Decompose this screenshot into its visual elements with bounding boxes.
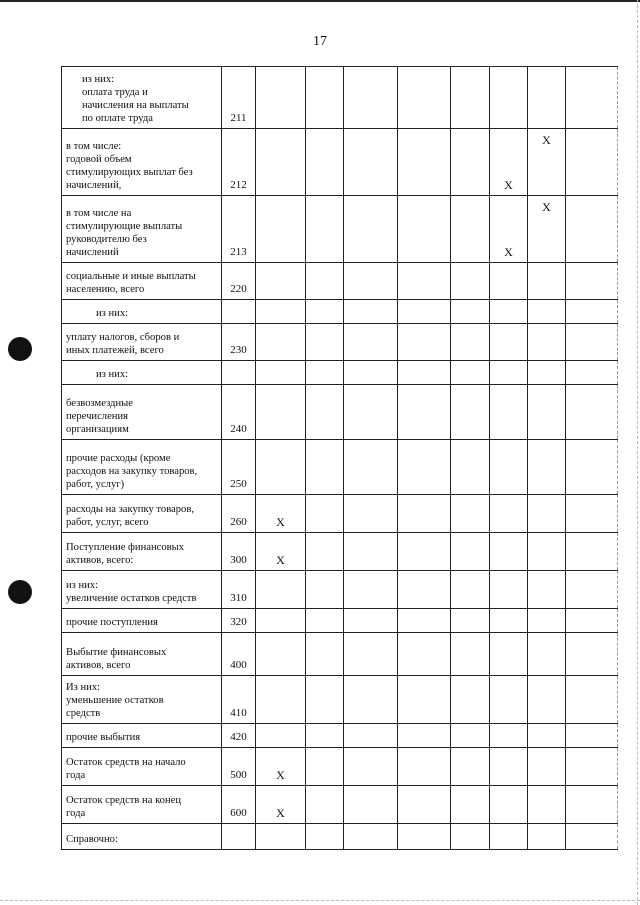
value-cell: [256, 361, 306, 385]
value-cell: [398, 824, 451, 850]
value-cell: [528, 385, 566, 440]
value-cell: [256, 129, 306, 196]
row-label-line: социальные и иные выплаты: [66, 271, 196, 282]
value-cell: [566, 129, 618, 196]
row-label-line: увеличение остатков средств: [66, 593, 197, 604]
value-cell: [398, 361, 451, 385]
value-cell: [566, 263, 618, 300]
value-cell: [490, 571, 528, 609]
value-cell: [528, 67, 566, 129]
value-cell: [490, 786, 528, 824]
value-cell: [528, 300, 566, 324]
value-cell: [451, 361, 490, 385]
value-cell: [256, 263, 306, 300]
value-cell: [306, 609, 344, 633]
row-code: 260: [222, 495, 256, 533]
value-cell: [398, 129, 451, 196]
value-cell: [306, 786, 344, 824]
value-cell: [398, 263, 451, 300]
table-row: [62, 385, 618, 440]
x-mark: X: [528, 196, 566, 263]
value-cell: [344, 440, 398, 495]
row-label: [62, 748, 222, 786]
value-cell: [306, 263, 344, 300]
value-cell: [344, 361, 398, 385]
table-row: [62, 324, 618, 361]
value-cell: [306, 440, 344, 495]
value-cell: [344, 196, 398, 263]
value-cell: [490, 724, 528, 748]
table-row: [62, 609, 618, 633]
row-code: 211: [222, 67, 256, 129]
value-cell: [451, 609, 490, 633]
row-code: 400: [222, 633, 256, 676]
value-cell: [398, 385, 451, 440]
x-mark: X: [256, 786, 306, 824]
value-cell: [306, 495, 344, 533]
value-cell: [451, 533, 490, 571]
row-label-line: иных платежей, всего: [66, 345, 164, 356]
row-label-line: Поступление финансовых: [66, 542, 185, 553]
x-mark: X: [528, 129, 566, 196]
value-cell: [344, 676, 398, 724]
row-label: [62, 571, 222, 609]
row-code: 310: [222, 571, 256, 609]
row-label-line: в том числе:: [66, 141, 122, 152]
value-cell: [306, 824, 344, 850]
row-label-line: года: [66, 808, 86, 819]
row-label-line: стимулирующие выплаты: [66, 221, 183, 232]
value-cell: [451, 571, 490, 609]
value-cell: [398, 495, 451, 533]
value-cell: [566, 440, 618, 495]
value-cell: [256, 724, 306, 748]
value-cell: [566, 609, 618, 633]
row-label: [62, 385, 222, 440]
row-label-line: оплата труда и: [82, 87, 148, 98]
value-cell: [256, 609, 306, 633]
value-cell: [451, 440, 490, 495]
value-cell: [344, 324, 398, 361]
table-row: [62, 440, 618, 495]
value-cell: [528, 263, 566, 300]
value-cell: [566, 724, 618, 748]
scan-frame-top: [0, 0, 640, 2]
value-cell: [490, 748, 528, 786]
row-code: [222, 824, 256, 850]
value-cell: [256, 440, 306, 495]
value-cell: [398, 676, 451, 724]
row-label-line: Выбытие финансовых: [66, 647, 167, 658]
table-row: [62, 67, 618, 129]
row-label: [62, 495, 222, 533]
value-cell: [566, 196, 618, 263]
value-cell: [451, 196, 490, 263]
row-label: [62, 609, 222, 633]
scan-frame-right: [636, 0, 638, 905]
value-cell: [566, 824, 618, 850]
value-cell: [344, 263, 398, 300]
row-label-line: руководителю без: [66, 234, 147, 245]
table-row: [62, 129, 618, 196]
row-label-line: стимулирующих выплат без: [66, 167, 193, 178]
value-cell: [344, 724, 398, 748]
page-number: 17: [313, 34, 327, 49]
value-cell: [490, 324, 528, 361]
value-cell: [451, 324, 490, 361]
value-cell: [256, 571, 306, 609]
row-code: 212: [222, 129, 256, 196]
value-cell: [490, 67, 528, 129]
row-label: [62, 676, 222, 724]
value-cell: [566, 300, 618, 324]
value-cell: [344, 300, 398, 324]
row-label-line: года: [66, 770, 86, 781]
row-label: [62, 824, 222, 850]
value-cell: [398, 300, 451, 324]
value-cell: [566, 533, 618, 571]
value-cell: [451, 676, 490, 724]
table-row: [62, 571, 618, 609]
value-cell: [398, 724, 451, 748]
value-cell: [490, 495, 528, 533]
table-row: [62, 361, 618, 385]
value-cell: [306, 748, 344, 786]
row-label: [62, 196, 222, 263]
row-label-line: из них:: [66, 580, 99, 591]
value-cell: [490, 824, 528, 850]
row-label-line: в том числе на: [66, 208, 132, 219]
value-cell: [528, 824, 566, 850]
value-cell: [490, 263, 528, 300]
value-cell: [344, 67, 398, 129]
row-label-line: средств: [66, 708, 101, 719]
row-label: [62, 533, 222, 571]
row-label-line: из них:: [96, 369, 129, 380]
value-cell: [490, 676, 528, 724]
value-cell: [451, 786, 490, 824]
value-cell: [566, 385, 618, 440]
value-cell: [306, 571, 344, 609]
value-cell: [256, 324, 306, 361]
row-label: [62, 129, 222, 196]
value-cell: [490, 609, 528, 633]
value-cell: [566, 324, 618, 361]
row-code: 500: [222, 748, 256, 786]
value-cell: [306, 324, 344, 361]
value-cell: [306, 196, 344, 263]
value-cell: [398, 440, 451, 495]
value-cell: [566, 571, 618, 609]
value-cell: [566, 633, 618, 676]
punch-hole: [8, 337, 32, 361]
value-cell: [344, 385, 398, 440]
value-cell: [528, 676, 566, 724]
row-label: [62, 440, 222, 495]
row-label-line: организациям: [66, 424, 129, 435]
value-cell: [528, 748, 566, 786]
value-cell: [306, 300, 344, 324]
table-row: [62, 533, 618, 571]
row-label-line: безвозмездные: [66, 398, 133, 409]
row-label: [62, 67, 222, 129]
value-cell: [451, 724, 490, 748]
value-cell: [306, 361, 344, 385]
value-cell: [306, 129, 344, 196]
value-cell: [528, 324, 566, 361]
x-mark: X: [256, 495, 306, 533]
value-cell: [451, 495, 490, 533]
value-cell: [451, 263, 490, 300]
row-label-line: годовой объем: [66, 154, 132, 165]
value-cell: [256, 300, 306, 324]
row-code: 300: [222, 533, 256, 571]
value-cell: [398, 571, 451, 609]
value-cell: [451, 385, 490, 440]
row-code: [222, 361, 256, 385]
row-label-line: перечисления: [66, 411, 129, 422]
row-label: [62, 361, 222, 385]
row-label-line: прочие поступления: [66, 617, 158, 628]
row-label-line: прочие выбытия: [66, 732, 141, 743]
value-cell: [398, 196, 451, 263]
row-label-line: уплату налогов, сборов и: [66, 332, 180, 343]
value-cell: [306, 385, 344, 440]
value-cell: [256, 633, 306, 676]
row-code: 420: [222, 724, 256, 748]
table-row: [62, 633, 618, 676]
x-mark: X: [256, 748, 306, 786]
value-cell: [256, 196, 306, 263]
table-row: [62, 300, 618, 324]
table-row: [62, 495, 618, 533]
value-cell: [451, 300, 490, 324]
row-code: 410: [222, 676, 256, 724]
value-cell: [566, 361, 618, 385]
value-cell: [490, 361, 528, 385]
value-cell: [451, 633, 490, 676]
value-cell: [528, 361, 566, 385]
table-row: [62, 786, 618, 824]
value-cell: [306, 533, 344, 571]
value-cell: [490, 633, 528, 676]
value-cell: [256, 385, 306, 440]
row-label: [62, 324, 222, 361]
value-cell: [490, 300, 528, 324]
value-cell: [256, 676, 306, 724]
row-label-line: Из них:: [66, 682, 101, 693]
table-row: [62, 263, 618, 300]
value-cell: [528, 609, 566, 633]
value-cell: [344, 748, 398, 786]
value-cell: [451, 824, 490, 850]
row-code: 240: [222, 385, 256, 440]
value-cell: [398, 324, 451, 361]
row-label-line: из них:: [82, 74, 115, 85]
x-mark: X: [256, 533, 306, 571]
value-cell: [398, 633, 451, 676]
row-label-line: работ, услуг): [66, 479, 125, 490]
row-label-line: работ, услуг, всего: [66, 517, 149, 528]
value-cell: [344, 786, 398, 824]
row-label-line: Справочно:: [66, 834, 118, 845]
table-row: [62, 724, 618, 748]
value-cell: [344, 633, 398, 676]
row-label-line: начислений: [66, 247, 119, 258]
table-row: [62, 676, 618, 724]
value-cell: [306, 676, 344, 724]
table-row: [62, 824, 618, 850]
value-cell: [528, 786, 566, 824]
row-label-line: начисления на выплаты: [82, 100, 189, 111]
value-cell: [451, 67, 490, 129]
row-label-line: уменьшение остатков: [66, 695, 164, 706]
value-cell: [528, 495, 566, 533]
value-cell: [566, 786, 618, 824]
value-cell: [528, 724, 566, 748]
value-cell: [306, 633, 344, 676]
value-cell: [566, 67, 618, 129]
row-label-line: Остаток средств на конец: [66, 795, 182, 806]
row-label-line: прочие расходы (кроме: [66, 453, 171, 464]
value-cell: [490, 385, 528, 440]
value-cell: [306, 67, 344, 129]
value-cell: [344, 533, 398, 571]
row-label: [62, 633, 222, 676]
value-cell: [344, 609, 398, 633]
row-label: [62, 786, 222, 824]
table-row: [62, 748, 618, 786]
value-cell: [528, 533, 566, 571]
row-label-line: расходы на закупку товаров,: [66, 504, 195, 515]
row-code: 220: [222, 263, 256, 300]
row-code: [222, 300, 256, 324]
row-code: 230: [222, 324, 256, 361]
value-cell: [566, 676, 618, 724]
row-label-line: Остаток средств на начало: [66, 757, 186, 768]
value-cell: [490, 533, 528, 571]
row-label-line: населению, всего: [66, 284, 145, 295]
value-cell: [344, 824, 398, 850]
row-label-line: по оплате труда: [82, 113, 153, 124]
value-cell: [528, 571, 566, 609]
scan-frame-bottom: [0, 899, 640, 901]
row-code: 250: [222, 440, 256, 495]
value-cell: [398, 748, 451, 786]
value-cell: [344, 129, 398, 196]
value-cell: [490, 440, 528, 495]
row-code: 213: [222, 196, 256, 263]
value-cell: [256, 824, 306, 850]
value-cell: [528, 633, 566, 676]
table-row: [62, 196, 618, 263]
punch-hole: [8, 580, 32, 604]
row-code: 320: [222, 609, 256, 633]
row-label-line: активов, всего:: [66, 555, 134, 566]
row-label: [62, 724, 222, 748]
value-cell: [398, 533, 451, 571]
row-code: 600: [222, 786, 256, 824]
row-label-line: начислений,: [66, 180, 122, 191]
row-label-line: активов, всего: [66, 660, 131, 671]
x-mark: X: [490, 196, 528, 263]
value-cell: [256, 67, 306, 129]
row-label-line: расходов на закупку товаров,: [66, 466, 198, 477]
value-cell: [398, 609, 451, 633]
value-cell: [451, 129, 490, 196]
value-cell: [344, 495, 398, 533]
row-label-line: из них:: [96, 308, 129, 319]
value-cell: [344, 571, 398, 609]
financial-table: [61, 66, 618, 850]
value-cell: [398, 786, 451, 824]
value-cell: [566, 495, 618, 533]
row-label: [62, 263, 222, 300]
row-label: [62, 300, 222, 324]
value-cell: [398, 67, 451, 129]
value-cell: [306, 724, 344, 748]
value-cell: [566, 748, 618, 786]
value-cell: [451, 748, 490, 786]
value-cell: [528, 440, 566, 495]
x-mark: X: [490, 129, 528, 196]
